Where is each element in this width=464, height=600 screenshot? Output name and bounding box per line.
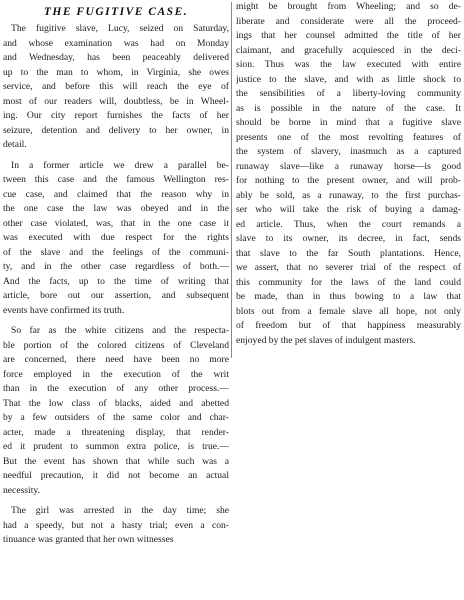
text-line: force employed in the execution of the writ [3, 368, 229, 380]
text-line: and Wednesday, has been peaceably delivered [3, 52, 229, 63]
text-line: this community for the laws of the land could [236, 276, 461, 288]
text-line: acter, made a threatening display, that render- [3, 426, 229, 438]
text-line: events have confirmed its truth. [3, 304, 125, 316]
text-line: of freedom but of that happiness measurably [236, 320, 461, 331]
text-line: the one case the law was obeyed and in the [3, 203, 229, 214]
text-line: article, bore out our assertion, and subsequent [3, 290, 229, 301]
text-line: detail. [3, 139, 27, 150]
left-column-body [3, 22, 229, 548]
text-line: we assert, that no severer trial of the respect of [236, 262, 461, 273]
paragraph [3, 22, 229, 153]
text-line: had a speedy, but not a hasty trial; even a con- [3, 519, 229, 531]
text-line: up to the man to whom, in Virginia, she owes [3, 66, 229, 78]
text-line: necessity. [3, 484, 40, 496]
text-line: than in the execution of any other process.— [3, 383, 229, 394]
text-line: that slave to the far South plantations. Hence, [236, 247, 461, 259]
text-line: other case violated, was, that in the one case it [3, 217, 229, 229]
paragraph [3, 324, 229, 498]
text-line: That the low class of blacks, aided and abetted [3, 397, 229, 409]
text-line: and whose examination was had on Monday [3, 37, 229, 49]
paragraph [236, 0, 461, 348]
text-line: needful precaution, it did not become an actual [3, 470, 229, 481]
paragraph [3, 504, 229, 548]
column-rule [231, 2, 232, 358]
text-line: for nothing to the present owner, and will prob- [236, 175, 461, 186]
text-line: sion. Thus was the law executed with entire [236, 59, 461, 70]
text-line: And the facts, up to the time of writing that [3, 275, 229, 287]
text-line: ble portion of the colored citizens of Cleveland [3, 339, 229, 351]
text-line: was executed with due respect for the rights [3, 232, 229, 243]
text-line: most of our readers will, doubtless, be in Wheel- [3, 95, 229, 107]
text-line: But the event has shown that while such was a [3, 455, 229, 467]
text-line: presents one of the most revolting features of [236, 131, 461, 143]
text-line: So far as the white citizens and the respecta- [11, 325, 229, 336]
left-column [3, 0, 229, 548]
text-line: justice to the slave, and with as little shock to [236, 73, 461, 85]
text-line: slave to its owner, its decree, in fact, sends [236, 233, 461, 244]
right-column-body [236, 0, 461, 348]
text-line: should be borne in mind that a fugitive slave [236, 117, 461, 128]
text-line: blots out from a female slave all hope, not only [236, 305, 461, 317]
text-line: runaway slave—like a runaway horse—is good [236, 160, 461, 172]
text-line: of the slave and the feelings of the communi- [3, 246, 229, 258]
text-line: ing. Our city report furnishes the facts of her [3, 110, 229, 121]
text-line: ty, and in the other case regardless of both.— [3, 261, 229, 272]
text-line: seizure, detention and delivery to her owner, in [3, 124, 229, 136]
text-line: ings that her counsel admitted the title of her [236, 30, 461, 41]
text-line: by a few outsiders of the same color and char- [3, 412, 229, 423]
text-line: tinuance was granted that her own witnesses [3, 534, 174, 545]
text-line: ably be sold, as a runaway, to the first purchas- [236, 189, 461, 201]
text-line: the sensibilities of a liberty-loving community [236, 88, 461, 99]
text-line: In a former article we drew a parallel be- [11, 159, 229, 171]
text-line: as is possible in the nature of the case. It [236, 102, 461, 114]
right-column [236, 0, 461, 348]
paragraph [3, 159, 229, 319]
text-line: cue case, and claimed that the reason why in [3, 188, 229, 200]
text-line: ser who will take the risk of buying a damag- [236, 204, 461, 215]
text-line: ed article. Thus, when the court remands a [236, 218, 461, 230]
text-line: be made, than in thus bowing to a law that [236, 291, 461, 302]
text-line: might be brought from Wheeling; and so de- [236, 1, 461, 12]
article-headline: THE FUGITIVE CASE. [43, 6, 189, 18]
text-line: The girl was arrested in the day time; she [11, 505, 229, 516]
text-line: tween this case and the famous Wellington res- [3, 174, 229, 185]
text-line: The fugitive slave, Lucy, seized on Saturday, [11, 23, 229, 34]
text-line: service, and before this will reach the eye of [3, 81, 229, 92]
text-line: enjoyed by the pet slaves of indulgent masters. [236, 334, 416, 346]
text-line: liberate and considerate were all the proceed- [236, 15, 461, 27]
text-line: are concerned, there need have been no more [3, 354, 229, 365]
text-line: ed it prudent to summon extra police, is true.— [3, 441, 229, 452]
text-line: the system of slavery, inasmuch as a captured [236, 146, 461, 157]
text-line: claimant, and gracefully acquiesced in the deci- [236, 44, 461, 56]
